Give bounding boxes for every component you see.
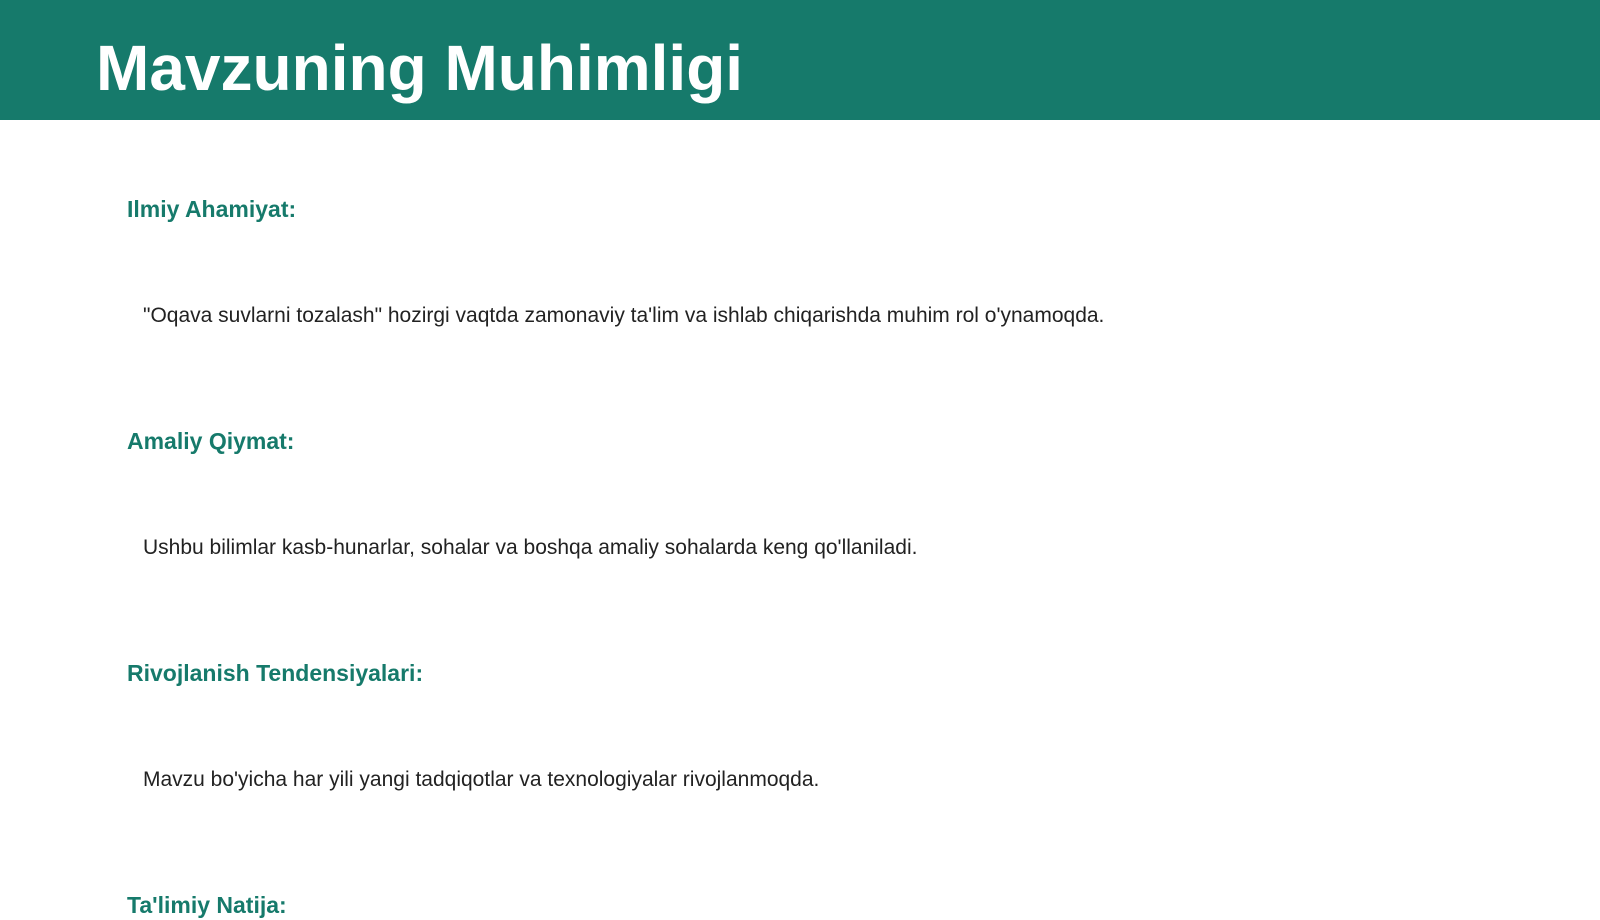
section-heading-educational-outcome: Ta'limiy Natija: bbox=[127, 892, 287, 918]
section-text-scientific-importance: "Oqava suvlarni tozalash" hozirgi vaqtda zamonaviy ta'lim va ishlab chiqarishda muhim rol o'ynamoqda. bbox=[143, 304, 1105, 327]
section-text-practical-value: Ushbu bilimlar kasb-hunarlar, sohalar va boshqa amaliy sohalarda keng qo'llaniladi. bbox=[143, 536, 918, 559]
slide-title: Mavzuning Muhimligi bbox=[96, 32, 744, 104]
slide-content bbox=[0, 120, 1600, 918]
section-heading-scientific-importance: Ilmiy Ahamiyat: bbox=[127, 196, 297, 222]
header-bar bbox=[0, 0, 1600, 120]
section-heading-development-trends: Rivojlanish Tendensiyalari: bbox=[127, 660, 424, 686]
section-heading-practical-value: Amaliy Qiymat: bbox=[127, 428, 295, 454]
section-text-development-trends: Mavzu bo'yicha har yili yangi tadqiqotlar va texnologiyalar rivojlanmoqda. bbox=[143, 768, 820, 791]
